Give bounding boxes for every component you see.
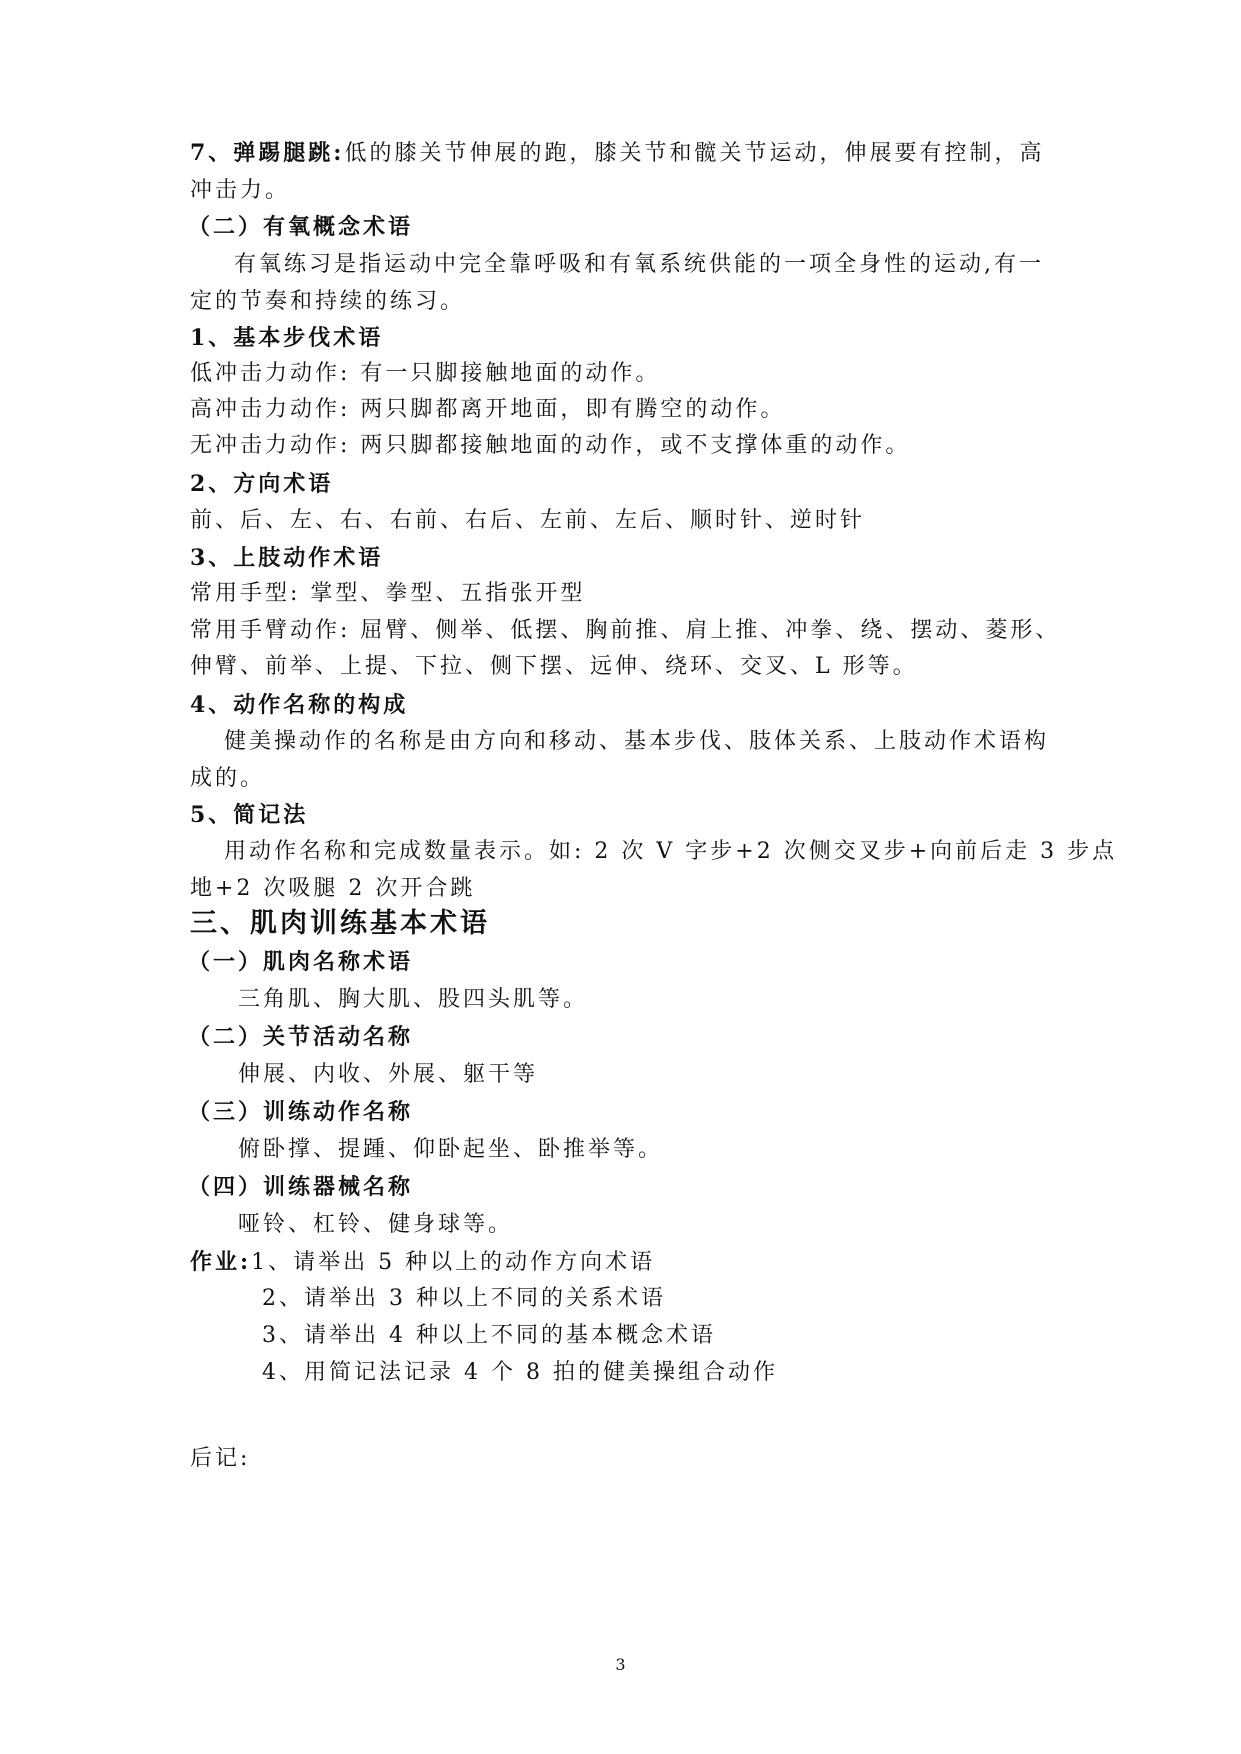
basic-steps-title: 1、基本步伐术语 [190, 325, 384, 351]
direction-text: 前、后、左、右、右前、右后、左前、左后、顺时针、逆时针 [190, 508, 866, 533]
homework-item: 4、用简记法记录 4 个 8 拍的健美操组合动作 [262, 1360, 778, 1385]
upper-limb-title: 3、上肢动作术语 [190, 545, 384, 571]
upper-limb-line-1: 常用手型: 掌型、拳型、五指张开型 [190, 581, 586, 606]
exercise-names-text: 俯卧撑、提踵、仰卧起坐、卧推举等。 [238, 1137, 664, 1162]
muscle-names-title: （一）肌肉名称术语 [188, 949, 414, 975]
name-structure-title: 4、动作名称的构成 [190, 692, 409, 718]
item-7-continuation: 冲击力。 [190, 178, 291, 203]
basic-steps-line: 低冲击力动作: 有一只脚接触地面的动作。 [190, 361, 661, 386]
homework-item: 3、请举出 4 种以上不同的基本概念术语 [262, 1323, 716, 1348]
upper-limb-line-3: 伸臂、前举、上提、下拉、侧下摆、远伸、绕环、交叉、L 形等。 [190, 654, 918, 679]
name-structure-line-2: 成的。 [190, 766, 266, 791]
page-number: 3 [615, 1655, 626, 1674]
homework-item: 2、请举出 3 种以上不同的关系术语 [262, 1286, 666, 1311]
homework-line-1 [190, 1247, 655, 1278]
equipment-names-title: （四）训练器械名称 [188, 1174, 414, 1200]
shorthand-line-2: 地+2 次吸腿 2 次开合跳 [190, 876, 476, 901]
shorthand-line-1: 用动作名称和完成数量表示。如: 2 次 V 字步+2 次侧交叉步+向前后走 3 步点 [224, 839, 1118, 864]
item-7-label: 7、弹踢腿跳: [190, 140, 345, 166]
joint-names-text: 伸展、内收、外展、躯干等 [238, 1062, 539, 1087]
item-7-line [190, 138, 1044, 169]
equipment-names-text: 哑铃、杠铃、健身球等。 [238, 1212, 514, 1237]
basic-steps-line: 高冲击力动作: 两只脚都离开地面，即有腾空的动作。 [190, 397, 786, 422]
shorthand-title: 5、简记法 [190, 802, 309, 828]
section-aerobic-title: （二）有氧概念术语 [188, 214, 414, 240]
muscle-names-text: 三角肌、胸大肌、股四头肌等。 [238, 987, 589, 1012]
upper-limb-line-2: 常用手臂动作: 屈臂、侧举、低摆、胸前推、肩上推、冲拳、绕、摆动、菱形、 [190, 618, 1061, 643]
postscript: 后记: [190, 1446, 251, 1471]
homework-label: 作业: [190, 1249, 252, 1275]
basic-steps-line: 无冲击力动作: 两只脚都接触地面的动作，或不支撑体重的动作。 [190, 433, 911, 458]
aerobic-para-line-2: 定的节奏和持续的练习。 [190, 289, 466, 314]
name-structure-line-1: 健美操动作的名称是由方向和移动、基本步伐、肢体关系、上肢动作术语构 [224, 729, 1050, 754]
exercise-names-title: （三）训练动作名称 [188, 1099, 414, 1125]
part-3-title: 三、肌肉训练基本术语 [190, 908, 490, 939]
item-7-text: 低的膝关节伸展的跑，膝关节和髋关节运动，伸展要有控制，高 [344, 141, 1045, 166]
direction-title: 2、方向术语 [190, 471, 334, 497]
aerobic-para-line-1: 有氧练习是指运动中完全靠呼吸和有氧系统供能的一项全身性的运动,有一 [234, 252, 1044, 277]
homework-item: 1、请举出 5 种以上的动作方向术语 [251, 1250, 656, 1275]
joint-names-title: （二）关节活动名称 [188, 1024, 414, 1050]
